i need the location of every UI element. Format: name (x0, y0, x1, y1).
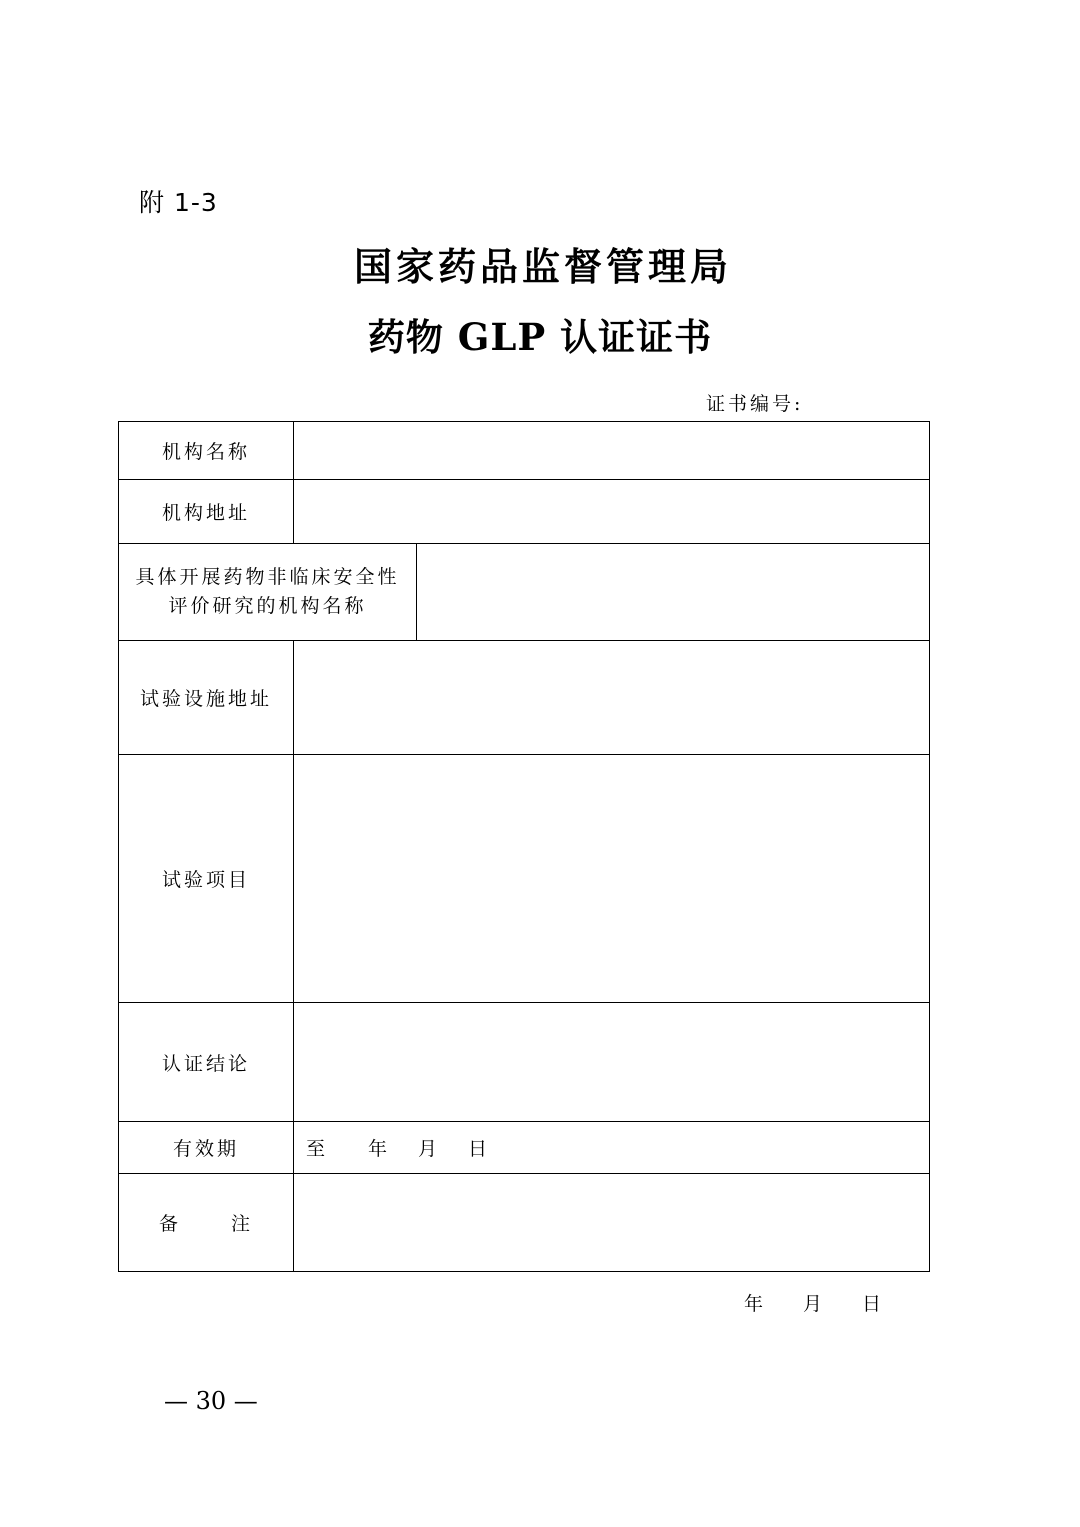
issue-date (744, 1290, 881, 1318)
issue-date-year: 年 (744, 1293, 764, 1315)
facility-address-value (294, 641, 930, 755)
validity-to: 至 (306, 1138, 329, 1160)
issue-date-day: 日 (862, 1293, 882, 1315)
test-items-value (294, 755, 930, 1003)
conclusion-value (294, 1003, 930, 1122)
org-name-row (119, 422, 930, 480)
validity-day: 日 (468, 1138, 491, 1160)
test-org-label-line1: 具体开展药物非临床安全性 (135, 566, 400, 588)
remarks-label (119, 1174, 294, 1272)
remarks-label-char2: 注 (231, 1213, 254, 1235)
conclusion-label: 认证结论 (119, 1003, 294, 1122)
certificate-form-table (118, 421, 930, 1272)
test-org-label (119, 544, 417, 641)
org-name-label: 机构名称 (119, 422, 294, 480)
validity-row (119, 1122, 930, 1174)
facility-address-label: 试验设施地址 (119, 641, 294, 755)
validity-value (294, 1122, 930, 1174)
test-items-row (119, 755, 930, 1003)
remarks-value (294, 1174, 930, 1272)
facility-address-row (119, 641, 930, 755)
validity-month: 月 (418, 1138, 441, 1160)
test-org-value (417, 544, 930, 641)
page-number: — 30 — (164, 1387, 258, 1415)
test-items-label: 试验项目 (119, 755, 294, 1003)
test-org-label-line2: 评价研究的机构名称 (168, 595, 367, 617)
issue-date-month: 月 (803, 1293, 823, 1315)
org-address-value (294, 480, 930, 544)
conclusion-row (119, 1003, 930, 1122)
org-address-label: 机构地址 (119, 480, 294, 544)
issuer-title: 国家药品监督管理局 (353, 245, 732, 289)
remarks-label-char1: 备 (158, 1213, 181, 1235)
attachment-label: 附 1-3 (139, 188, 218, 217)
org-name-value (294, 422, 930, 480)
certificate-title: 药物 GLP 认证证书 (367, 315, 713, 359)
remarks-row (119, 1174, 930, 1272)
validity-label: 有效期 (119, 1122, 294, 1174)
certificate-number-label: 证书编号: (706, 393, 804, 415)
test-org-row (119, 544, 930, 641)
org-address-row (119, 480, 930, 544)
validity-year: 年 (368, 1138, 391, 1160)
